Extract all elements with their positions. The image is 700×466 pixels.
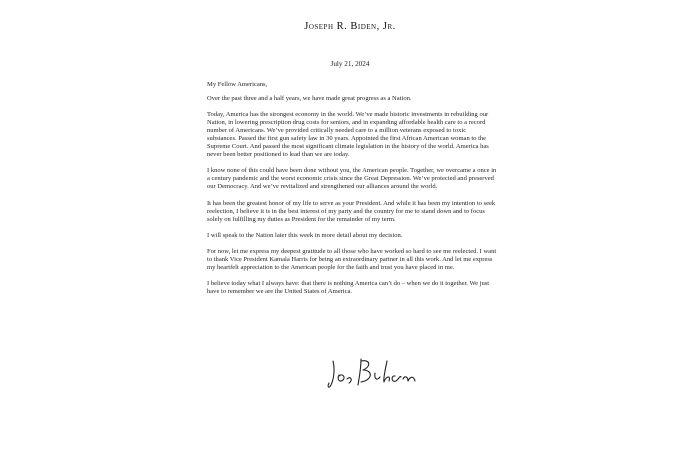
paragraph: I will speak to the Nation later this week in more detail about my decision. <box>207 231 403 239</box>
salutation: My Fellow Americans, <box>207 81 268 88</box>
paragraph: It has been the greatest honor of my life to serve as your President. And while it has been my intention to seek reelection, I believe it is in the best interest of my party and the country for me to stand down and to focus solely on fulfilling my duties as President for the remainder of my term. <box>207 199 496 223</box>
letter-body <box>207 81 497 304</box>
paragraph: Over the past three and a half years, we have made great progress as a Nation. <box>207 95 412 103</box>
paragraph: I know none of this could have been done without you, the American people. Together, we overcame a once in a century pandemic and the worst economic crisis since the Great Depression. We’ve protected and preserved our Democracy. And we’ve revitalized and strengthened our alliances around the world. <box>207 167 497 191</box>
letterhead: Joseph R. Biden, Jr. <box>304 21 396 32</box>
handwritten-signature <box>325 353 435 393</box>
letter-date: July 21, 2024 <box>330 60 370 68</box>
paragraph: Today, America has the strongest economy in the world. We’ve made historic investments in rebuilding our Nation, in lowering prescription drug costs for seniors, and in expanding affordable health care to a record number of Americans. We’ve provided critically needed care to a million veterans exposed to toxic substances. Passed the first gun safety law in 30 years. Appointed the first African American woman to the Supreme Court. And passed the most significant climate legislation in the history of the world. America has never been better positioned to lead than we are today. <box>207 111 489 159</box>
paragraph: I believe today what I always have: that there is nothing America can’t do – when we do it together. We just have to remember we are the United States of America. <box>207 279 490 295</box>
paragraph: For now, let me express my deepest gratitude to all those who have worked so hard to see me reelected. I want to thank Vice President Kamala Harris for being an extraordinary partner in all this work. And let me express my heartfelt appreciation to the American people for the faith and trust you have placed in me. <box>207 247 497 271</box>
